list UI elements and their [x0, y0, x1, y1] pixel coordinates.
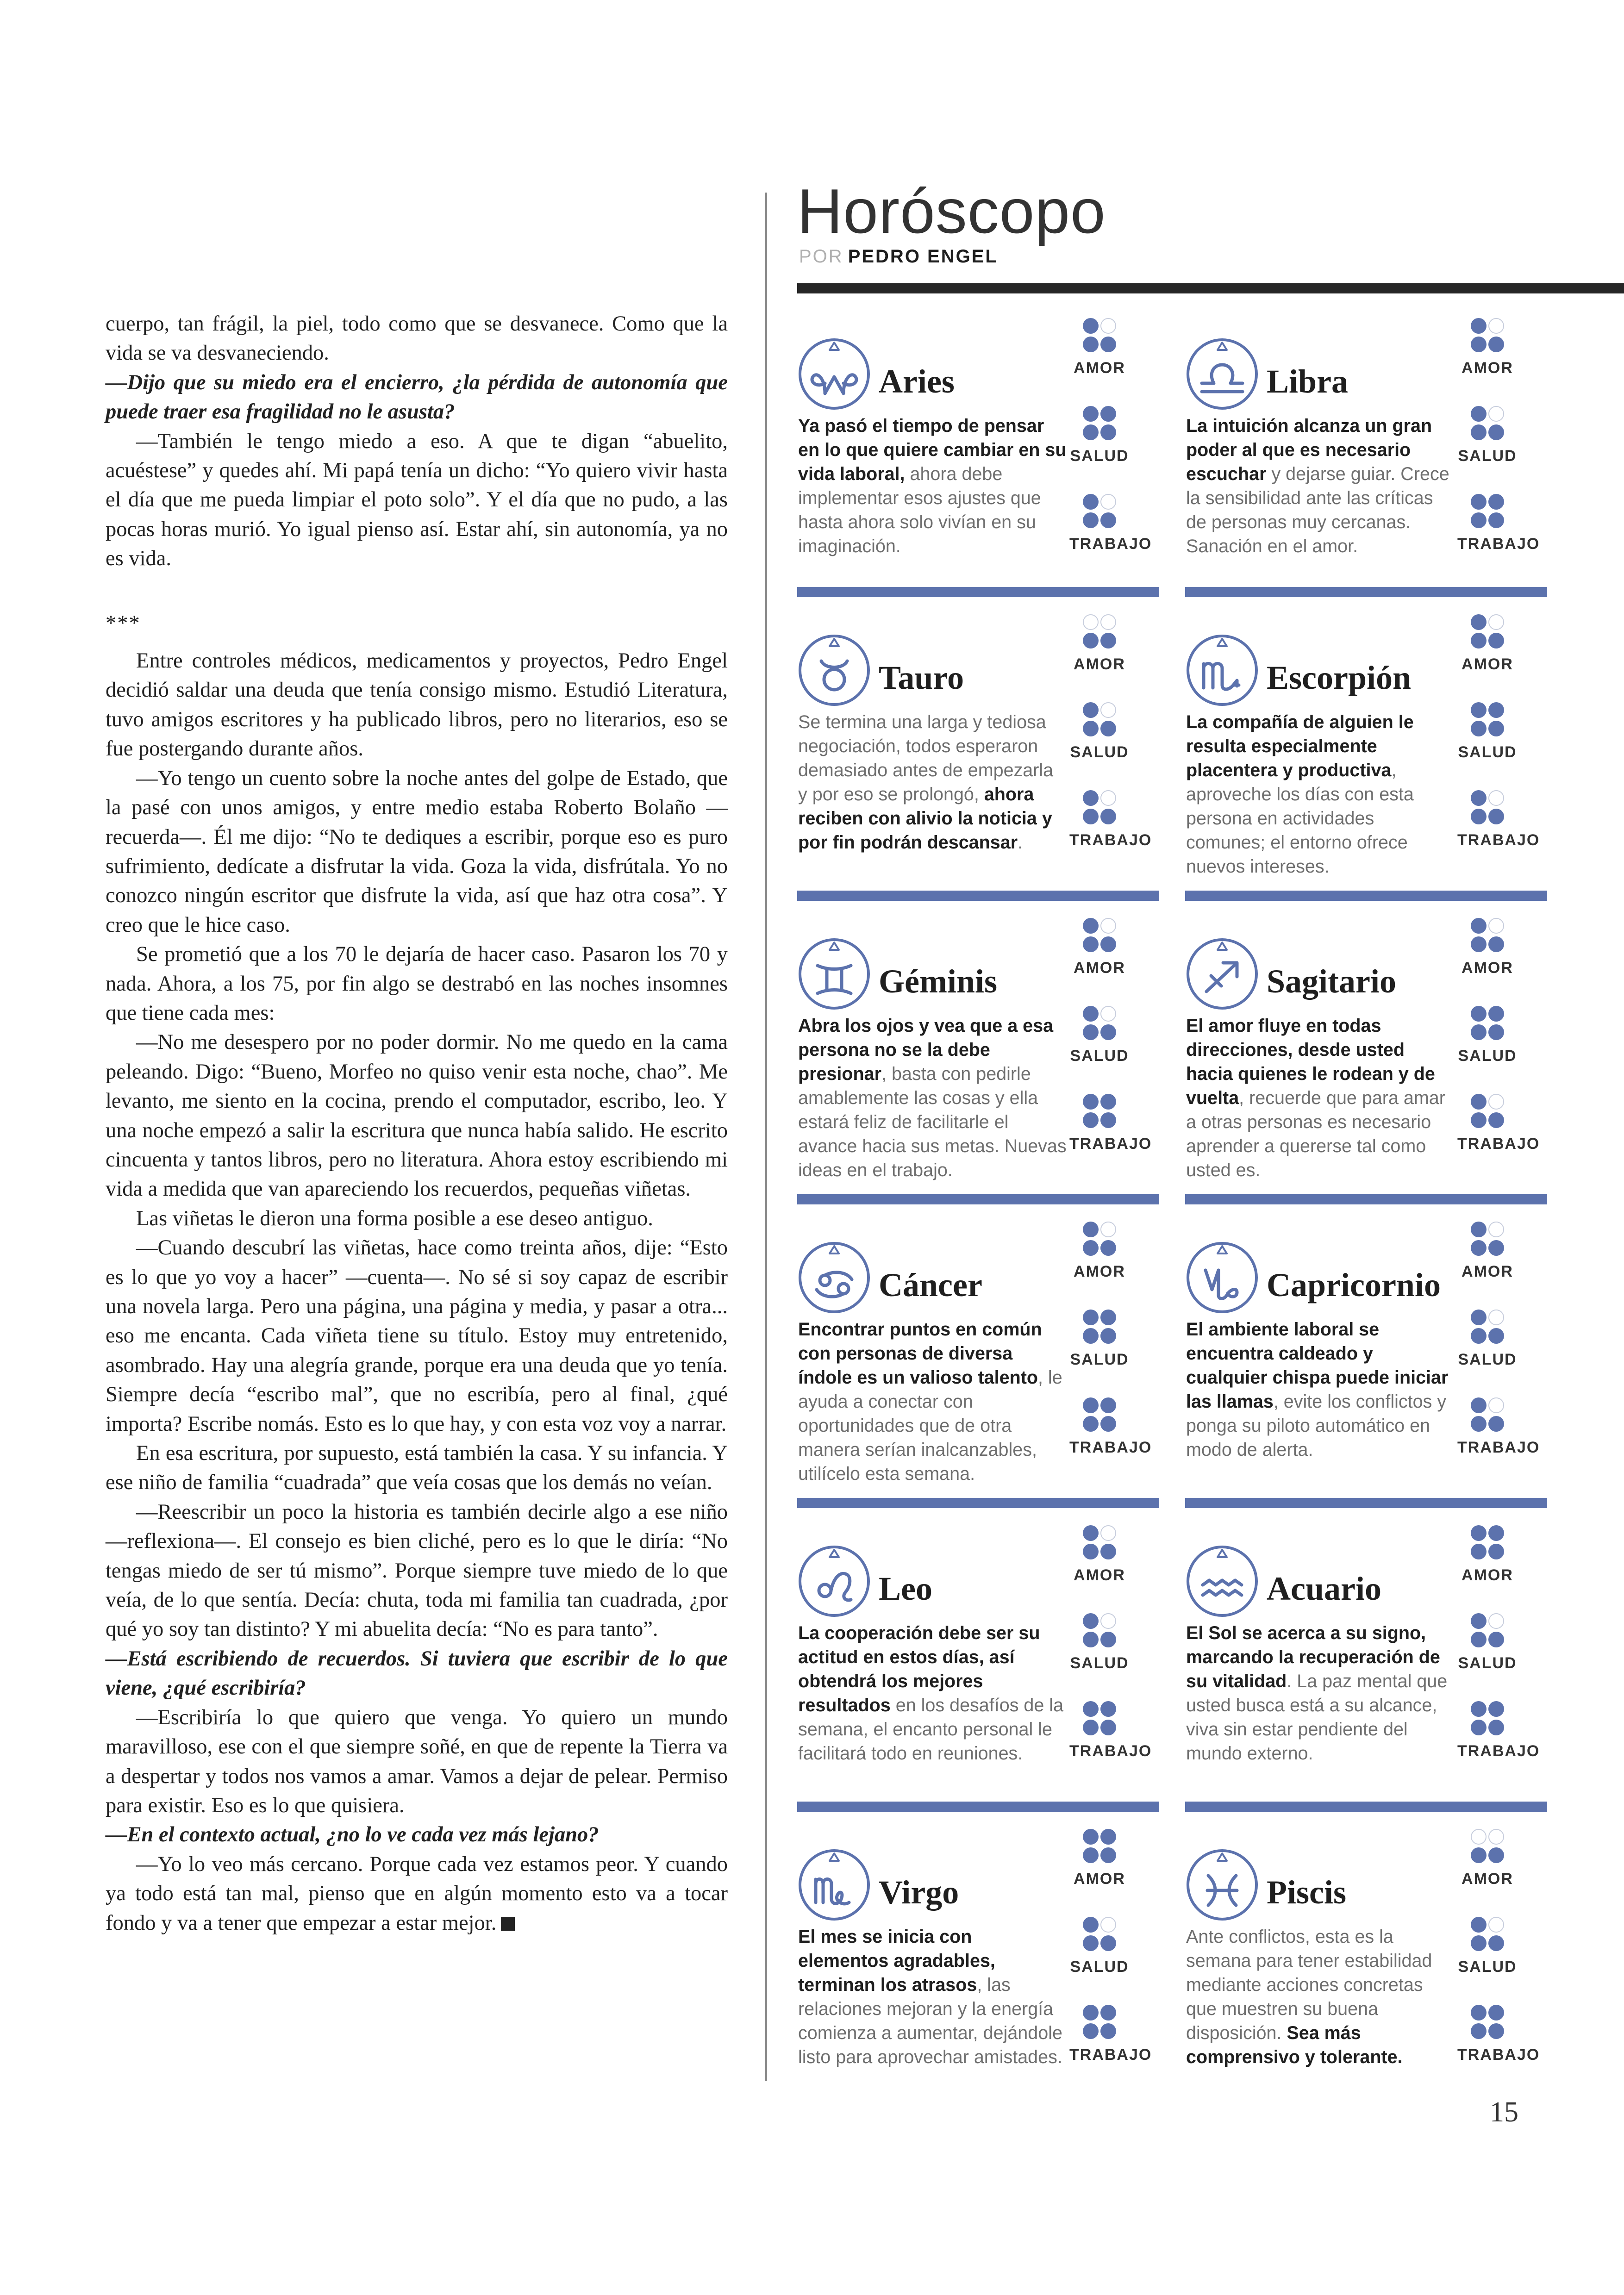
health-rating: [1457, 1611, 1518, 1671]
taurus-icon: [797, 633, 871, 707]
sign-card-virgo: [797, 1824, 1159, 2097]
work-rating: [1457, 1395, 1540, 1456]
article-paragraph: —No me desespero por no poder dormir. No me quedo en la cama peleando. Digo: “Bueno, Morfeo no quiso venir esta noche, chao”. Me levanto, me siento en la cocina, prendo el computador, escribo, leo. Y una noche empezó a salir la escritura que nunca había salido. He escrito cincuenta y tantos libros, pero no literatura. Ahora estoy escribiendo mi vida a medida que van apareciendo los recuerdos, pequeñas viñetas.: [106, 1030, 728, 1201]
rating-label: TRABAJO: [1457, 831, 1540, 849]
rating-label: AMOR: [1074, 1870, 1125, 1888]
article-paragraph: —También le tengo miedo a eso. A que te digan “abuelito, acuéstese” y quedes ahí. Mi papá tenía un dicho: “Yo quiero vivir hasta el día que me pueda limpiar el poto solo”. Y el día que no pudo, a las pocas horas murió. Yo igual pienso así. Estar ahí, sin autonomía, ya no es vida.: [106, 429, 728, 571]
interview-question: —En el contexto actual, ¿no lo ve cada vez más lejano?: [106, 1823, 599, 1847]
rating-label: TRABAJO: [1069, 535, 1152, 553]
work-rating: [1069, 788, 1152, 849]
rating-label: SALUD: [1458, 1654, 1517, 1672]
work-rating: [1457, 2002, 1540, 2064]
aquarius-icon: [1185, 1544, 1259, 1618]
sign-card-aquarius: [1185, 1520, 1547, 1793]
health-rating: [1457, 1915, 1518, 1975]
forecast-highlight: La compañía de alguien le resulta especialmente placentera y productiva: [1186, 712, 1414, 780]
rating-label: SALUD: [1070, 1654, 1129, 1672]
forecast-highlight: Ya pasó el tiempo de pensar en lo que quiere cambiar en su vida laboral,: [798, 416, 1067, 484]
forecast-rest: y dejarse guiar. Crece la sensibilidad ante las críticas de personas muy cercanas. Sanación en el amor.: [1186, 464, 1449, 556]
rating-label: AMOR: [1462, 959, 1513, 977]
page-number: 15: [1490, 2096, 1518, 2128]
sign-name: Aries: [879, 363, 955, 400]
rating-label: SALUD: [1070, 1047, 1129, 1065]
forecast-rest: , las relaciones mejoran y la energía comienza a aumentar, dejándole listo para aprovechar amistades.: [798, 1975, 1062, 2067]
byline-author: PEDRO ENGEL: [848, 246, 998, 267]
forecast-highlight: Sea más comprensivo y tolerante.: [1186, 2023, 1403, 2067]
sign-forecast: [798, 414, 1067, 558]
health-rating: [1069, 1307, 1130, 1367]
sign-forecast: [798, 710, 1067, 854]
love-rating: [1457, 1523, 1518, 1583]
sign-card-libra: [1185, 313, 1547, 586]
work-rating: [1069, 1395, 1152, 1456]
sign-name: Capricornio: [1267, 1266, 1441, 1303]
health-rating: [1457, 404, 1518, 464]
article-paragraph: —Yo tengo un cuento sobre la noche antes del golpe de Estado, que la pasé con unos amigos, y entre medio estaba Roberto Bolaño —recuerda—. Él me dijo: “No te dediques a escribir, porque eso es puro sufrimiento, dedícate a disfrutar la vida. Goza la vida, disfrútala. Yo no conozco ningún escritor que disfrute la vida, así que haz otra cosa”. Y creo que le hice caso.: [106, 766, 728, 937]
sign-forecast: [1186, 414, 1455, 558]
health-rating: [1069, 1004, 1130, 1064]
scorpio-icon: [1185, 633, 1259, 707]
forecast-rest: , basta con pedirle amablemente las cosas y ella estará feliz de facilitarle el avance hacia sus metas. Nuevas ideas en el trabajo.: [798, 1064, 1067, 1180]
forecast-highlight: El Sol se acerca a su signo, marcando la recuperación de su vitalidad: [1186, 1623, 1440, 1691]
rating-label: SALUD: [1070, 743, 1129, 761]
sign-card-pisces: [1185, 1824, 1547, 2097]
article-paragraph: En esa escritura, por supuesto, está también la casa. Y su infancia. Y ese niño de familia “cuadrada” que veía cosas que los demás no veían.: [106, 1441, 728, 1495]
article-paragraph: cuerpo, tan frágil, la piel, todo como que se desvanece. Como que la vida se va desvaneciendo.: [106, 312, 728, 365]
health-rating: [1457, 1307, 1518, 1367]
rating-label: SALUD: [1458, 1047, 1517, 1065]
article-body: [106, 309, 728, 1938]
rating-label: AMOR: [1074, 1566, 1125, 1584]
work-rating: [1069, 492, 1152, 553]
sign-name: Escorpión: [1267, 659, 1412, 696]
sign-name: Piscis: [1267, 1874, 1346, 1911]
health-rating: [1069, 404, 1130, 464]
rating-label: TRABAJO: [1457, 535, 1540, 553]
love-rating: [1457, 916, 1518, 976]
work-rating: [1457, 492, 1540, 553]
rating-label: TRABAJO: [1457, 2046, 1540, 2064]
libra-icon: [1185, 337, 1259, 411]
card-divider-bar: [797, 891, 1159, 901]
virgo-icon: [797, 1848, 871, 1922]
rating-label: SALUD: [1070, 1351, 1129, 1368]
column-divider: [765, 193, 767, 2081]
love-rating: [1069, 1219, 1130, 1279]
article-paragraph: —Cuando descubrí las viñetas, hace como treinta años, dije: “Esto es lo que yo voy a hacer” —cuenta—. No sé si soy capaz de escribir una novela larga. Pero una página, una página y media, y pasar a otra... eso me encanta. Cada viñeta tiene su título. Estoy muy entretenido, asombrado. Hay una alegría grande, porque era una deuda que yo tenía. Siempre decía “escribo mal”, que no escribía, pero al final, ¿qué importa? Escribe nomás. Esto es lo que hay, y con esta voz voy a narrar.: [106, 1236, 728, 1436]
forecast-highlight: El amor fluye en todas direcciones, desde usted hacia quienes le rodean y de vuelta: [1186, 1016, 1435, 1108]
byline-prefix: POR: [799, 246, 843, 267]
forecast-highlight: La cooperación debe ser su actitud en estos días, así obtendrá los mejores resultados: [798, 1623, 1040, 1715]
rating-label: AMOR: [1462, 359, 1513, 377]
sign-card-aries: [797, 313, 1159, 586]
sign-forecast: [798, 1621, 1067, 1765]
love-rating: [1457, 1827, 1518, 1887]
article-paragraph: —Escribiría lo que quiero que venga. Yo quiero un mundo maravilloso, ese con el que siempre soñé, en que de repente la Tierra va a despertar y todos nos vamos a amar. Vamos a dejar de pelear. Permiso para existir. Eso es lo que quisiera.: [106, 1705, 728, 1817]
forecast-highlight: Abra los ojos y vea que a esa persona no se la debe presionar: [798, 1016, 1054, 1084]
rating-label: AMOR: [1462, 1870, 1513, 1888]
horoscope-byline: [799, 247, 998, 266]
work-rating: [1069, 1091, 1152, 1153]
rating-label: TRABAJO: [1069, 2046, 1152, 2064]
rating-label: AMOR: [1074, 959, 1125, 977]
section-separator: ***: [106, 611, 141, 635]
sign-card-capricorn: [1185, 1216, 1547, 1490]
sign-card-cancer: [797, 1216, 1159, 1490]
forecast-highlight: El ambiente laboral se encuentra caldeado y cualquier chispa puede iniciar las llamas: [1186, 1319, 1449, 1412]
rating-label: AMOR: [1074, 655, 1125, 673]
health-rating: [1457, 1004, 1518, 1064]
sign-name: Géminis: [879, 963, 998, 1000]
sign-forecast: [1186, 710, 1455, 879]
rating-label: AMOR: [1074, 1263, 1125, 1280]
forecast-lead: Se termina una larga y tediosa negociación, todos esperaron demasiado antes de empezarla y por eso se prolongó,: [798, 712, 1054, 804]
interview-question: —Dijo que su miedo era el encierro, ¿la pérdida de autonomía que puede traer esa fragilidad no le asusta?: [106, 370, 728, 424]
card-divider-bar: [797, 1802, 1159, 1812]
card-divider-bar: [797, 1194, 1159, 1204]
love-rating: [1069, 916, 1130, 976]
rating-label: AMOR: [1462, 1566, 1513, 1584]
rating-label: TRABAJO: [1457, 1742, 1540, 1760]
sign-forecast: [798, 1317, 1067, 1486]
sign-forecast: [1186, 1621, 1455, 1765]
sign-card-taurus: [797, 609, 1159, 882]
rating-label: SALUD: [1458, 1351, 1517, 1368]
love-rating: [1069, 1827, 1130, 1887]
forecast-rest: en los desafíos de la semana, el encanto personal le facilitará todo en reuniones.: [798, 1695, 1064, 1764]
sagittarius-icon: [1185, 937, 1259, 1011]
gemini-icon: [797, 937, 871, 1011]
rating-label: AMOR: [1462, 1263, 1513, 1280]
work-rating: [1457, 1091, 1540, 1153]
work-rating: [1069, 2002, 1152, 2064]
sign-name: Cáncer: [879, 1266, 982, 1303]
rating-label: SALUD: [1070, 447, 1129, 465]
card-divider-bar: [1185, 1802, 1547, 1812]
rating-label: SALUD: [1458, 447, 1517, 465]
love-rating: [1457, 612, 1518, 672]
horoscope-title: Horóscopo: [797, 176, 1106, 246]
love-rating: [1457, 316, 1518, 376]
article-paragraph: —Reescribir un poco la historia es también decirle algo a ese niño —reflexiona—. El consejo es bien cliché, pero es lo que le diría: “No tengas miedo de ser tú mismo”. Porque siempre tuve miedo de lo que veía, de lo que sentía. Decía: chuta, toda mi familia tan cuadrada, ¿por qué yo soy tan distinto? Y mi abuelita decía: “No es para tanto”.: [106, 1500, 728, 1641]
sign-name: Libra: [1267, 363, 1349, 400]
forecast-highlight: La intuición alcanza un gran poder al que es necesario escuchar: [1186, 416, 1432, 484]
end-mark-icon: [501, 1917, 515, 1931]
sign-name: Sagitario: [1267, 963, 1396, 1000]
rating-label: TRABAJO: [1069, 1439, 1152, 1456]
article-paragraph: Se prometió que a los 70 le dejaría de hacer caso. Pasaron los 70 y nada. Ahora, a los 75, por fin algo se destrabó en las noches insomnes que tiene cada mes:: [106, 942, 728, 1025]
cancer-icon: [797, 1241, 871, 1315]
forecast-highlight: Encontrar puntos en común con personas de diversa índole es un valioso talento: [798, 1319, 1042, 1388]
love-rating: [1457, 1219, 1518, 1279]
forecast-rest: , evite los conflictos y ponga su piloto automático en modo de alerta.: [1186, 1391, 1447, 1460]
sign-name: Leo: [879, 1570, 932, 1607]
sign-card-gemini: [797, 913, 1159, 1186]
forecast-rest: , recuerde que para amar a otras personas es necesario aprender a quererse tal como usted es.: [1186, 1088, 1445, 1180]
forecast-highlight: ahora reciben con alivio la noticia y por fin podrán descansar: [798, 784, 1052, 853]
card-divider-bar: [1185, 587, 1547, 597]
rating-label: AMOR: [1074, 359, 1125, 377]
sign-forecast: [798, 1014, 1067, 1182]
rating-label: TRABAJO: [1069, 1135, 1152, 1153]
rating-label: TRABAJO: [1457, 1439, 1540, 1456]
article-paragraph: —Yo lo veo más cercano. Porque cada vez estamos peor. Y cuando ya todo está tan mal, pienso que en algún momento esto va a tocar fondo y va a tener que empezar a estar mejor.: [106, 1852, 728, 1935]
health-rating: [1457, 700, 1518, 760]
card-divider-bar: [797, 1498, 1159, 1508]
spacer: [106, 574, 728, 592]
love-rating: [1069, 1523, 1130, 1583]
forecast-lead: Ante conflictos, esta es la semana para tener estabilidad mediante acciones concretas que muestren su buena disposición.: [1186, 1927, 1432, 2043]
love-rating: [1069, 612, 1130, 672]
sign-forecast: [1186, 1317, 1455, 1462]
forecast-rest: , aproveche los días con esta persona en actividades comunes; el entorno ofrece nuevos intereses.: [1186, 760, 1414, 877]
article-paragraph: Las viñetas le dieron una forma posible a ese deseo antiguo.: [136, 1206, 653, 1230]
health-rating: [1069, 1915, 1130, 1975]
card-divider-bar: [797, 587, 1159, 597]
forecast-rest: . La paz mental que usted busca está a su alcance, viva sin estar pendiente del mundo externo.: [1186, 1671, 1448, 1764]
work-rating: [1457, 1699, 1540, 1760]
love-rating: [1069, 316, 1130, 376]
forecast-rest: ahora debe implementar esos ajustes que hasta ahora solo vivían en su imaginación.: [798, 464, 1041, 556]
sign-forecast: [1186, 1925, 1455, 2069]
rating-label: AMOR: [1462, 655, 1513, 673]
forecast-rest: .: [1018, 832, 1023, 853]
interview-question: —Está escribiendo de recuerdos. Si tuviera que escribir de lo que viene, ¿qué escribiría?: [106, 1646, 728, 1700]
capricorn-icon: [1185, 1241, 1259, 1315]
aries-icon: [797, 337, 871, 411]
card-divider-bar: [1185, 1498, 1547, 1508]
sign-card-leo: [797, 1520, 1159, 1793]
rating-label: TRABAJO: [1457, 1135, 1540, 1153]
rating-label: TRABAJO: [1069, 1742, 1152, 1760]
rating-label: SALUD: [1070, 1958, 1129, 1976]
sign-card-sagittarius: [1185, 913, 1547, 1186]
card-divider-bar: [1185, 891, 1547, 901]
health-rating: [1069, 700, 1130, 760]
leo-icon: [797, 1544, 871, 1618]
sign-forecast: [798, 1925, 1067, 2069]
header-rule: [797, 283, 1624, 293]
work-rating: [1457, 788, 1540, 849]
forecast-rest: , le ayuda a conectar con oportunidades que de otra manera serían inalcanzables, utilícelo esta semana.: [798, 1367, 1062, 1484]
sign-card-scorpio: [1185, 609, 1547, 882]
sign-forecast: [1186, 1014, 1455, 1182]
article-paragraph: Entre controles médicos, medicamentos y proyectos, Pedro Engel decidió saldar una deuda que tenía consigo mismo. Estudió Literatura, tuvo amigos escritores y ha publicado libros, pero no literarios, eso se fue postergando durante años.: [106, 649, 728, 761]
rating-label: TRABAJO: [1069, 831, 1152, 849]
sign-name: Acuario: [1267, 1570, 1381, 1607]
rating-label: SALUD: [1458, 743, 1517, 761]
card-divider-bar: [1185, 1194, 1547, 1204]
work-rating: [1069, 1699, 1152, 1760]
health-rating: [1069, 1611, 1130, 1671]
rating-label: SALUD: [1458, 1958, 1517, 1976]
forecast-highlight: El mes se inicia con elementos agradables, terminan los atrasos: [798, 1927, 995, 1995]
sign-name: Tauro: [879, 659, 964, 696]
sign-name: Virgo: [879, 1874, 959, 1911]
pisces-icon: [1185, 1848, 1259, 1922]
